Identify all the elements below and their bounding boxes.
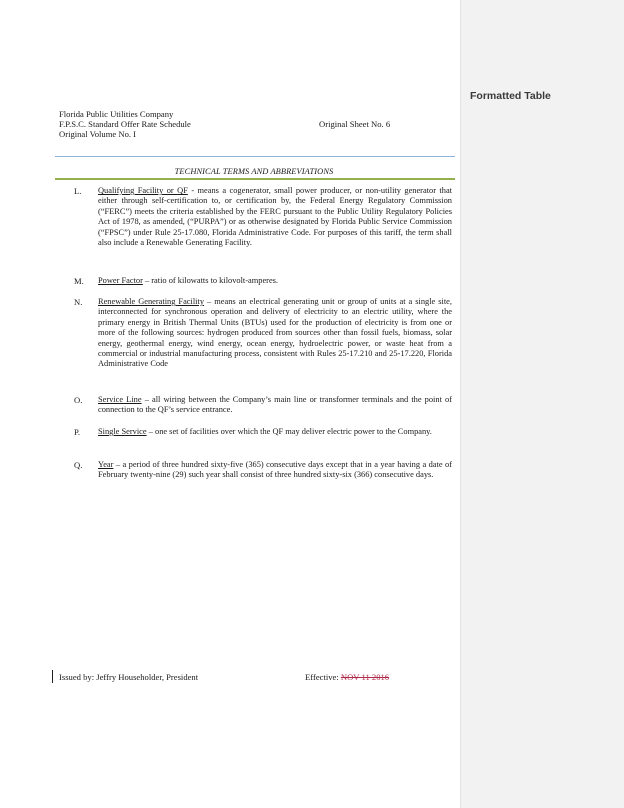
item-text: – ratio of kilowatts to kilovolt-amperes. <box>142 276 279 285</box>
item-letter: P. <box>74 427 80 437</box>
item-letter: O. <box>74 395 83 405</box>
footer-effective <box>305 672 389 682</box>
item-body <box>98 186 452 248</box>
header-schedule: F.P.S.C. Standard Offer Rate Schedule <box>59 119 191 129</box>
item-letter: Q. <box>74 460 83 470</box>
section-divider <box>55 178 455 180</box>
change-bar <box>52 670 53 683</box>
item-body <box>98 460 452 481</box>
item-term: Service Line <box>98 395 142 404</box>
item-letter: N. <box>74 297 83 307</box>
effective-label: Effective: <box>305 672 341 682</box>
item-term: Power Factor <box>98 276 143 285</box>
effective-date-deleted: NOV 11 2016 <box>340 672 390 682</box>
header-company: Florida Public Utilities Company <box>59 109 174 119</box>
item-term: Renewable Generating Facility <box>98 297 205 306</box>
item-body <box>98 297 452 370</box>
item-text: – all wiring between the Company’s main line or transformer terminals and the point of connection to the QF’s service entrance. <box>98 395 452 415</box>
item-letter: M. <box>74 276 84 286</box>
item-body <box>98 395 452 416</box>
item-body <box>98 427 452 437</box>
footer-issued-by: Issued by: Jeffry Householder, President <box>59 672 199 682</box>
header-divider <box>55 156 455 157</box>
comment-formatted-table[interactable]: Formatted Table <box>470 90 551 102</box>
item-text: - means a cogenerator, small power producer, or non-utility generator that either through self-certification to, or certification by, the Federal Energy Regulatory Commission (“FERC”) meets the criteria established by the FERC pursuant to the Public Utility Regulatory Policies Act of 1978, as amended, (“PURPA”) or as otherwise designated by Florida Public Service Commission (“FPSC”) under Rule 25-17.080, Florida Administrative Code. For purposes of this tariff, the term shall also include a Renewable Generating Facility. <box>98 186 452 248</box>
item-text: – a period of three hundred sixty-five (365) consecutive days except that in a year having a date of February twenty-nine (29) such year shall consist of three hundred sixty-six (366) consecutive days. <box>98 460 452 480</box>
section-title: TECHNICAL TERMS AND ABBREVIATIONS <box>174 167 334 176</box>
item-text: – means an electrical generating unit or group of units at a single site, interconnected for synchronous operation and delivery of electricity to an electric utility, where the primary energy in British Thermal Units (BTUs) used for the production of electricity is from one or more of the following sources: hydrogen produced from sources other than fossil fuels, biomass, solar energy, geothermal energy, wind energy, ocean energy, hydroelectric power, or waste heat from a commercial or industrial manufacturing process, consistent with Rules 25-17.210 and 25-17.220, Florida Administrative Code <box>98 297 452 369</box>
header-sheet-number: Original Sheet No. 6 <box>319 119 391 129</box>
item-body <box>98 276 452 286</box>
item-text: – one set of facilities over which the QF may deliver electric power to the Company. <box>146 427 432 436</box>
item-letter: L. <box>74 186 82 196</box>
item-term: Qualifying Facility or QF <box>98 186 188 195</box>
comment-pane <box>460 0 624 808</box>
item-term: Year <box>98 460 114 469</box>
item-term: Single Service <box>98 427 147 436</box>
header-volume: Original Volume No. I <box>59 129 137 139</box>
